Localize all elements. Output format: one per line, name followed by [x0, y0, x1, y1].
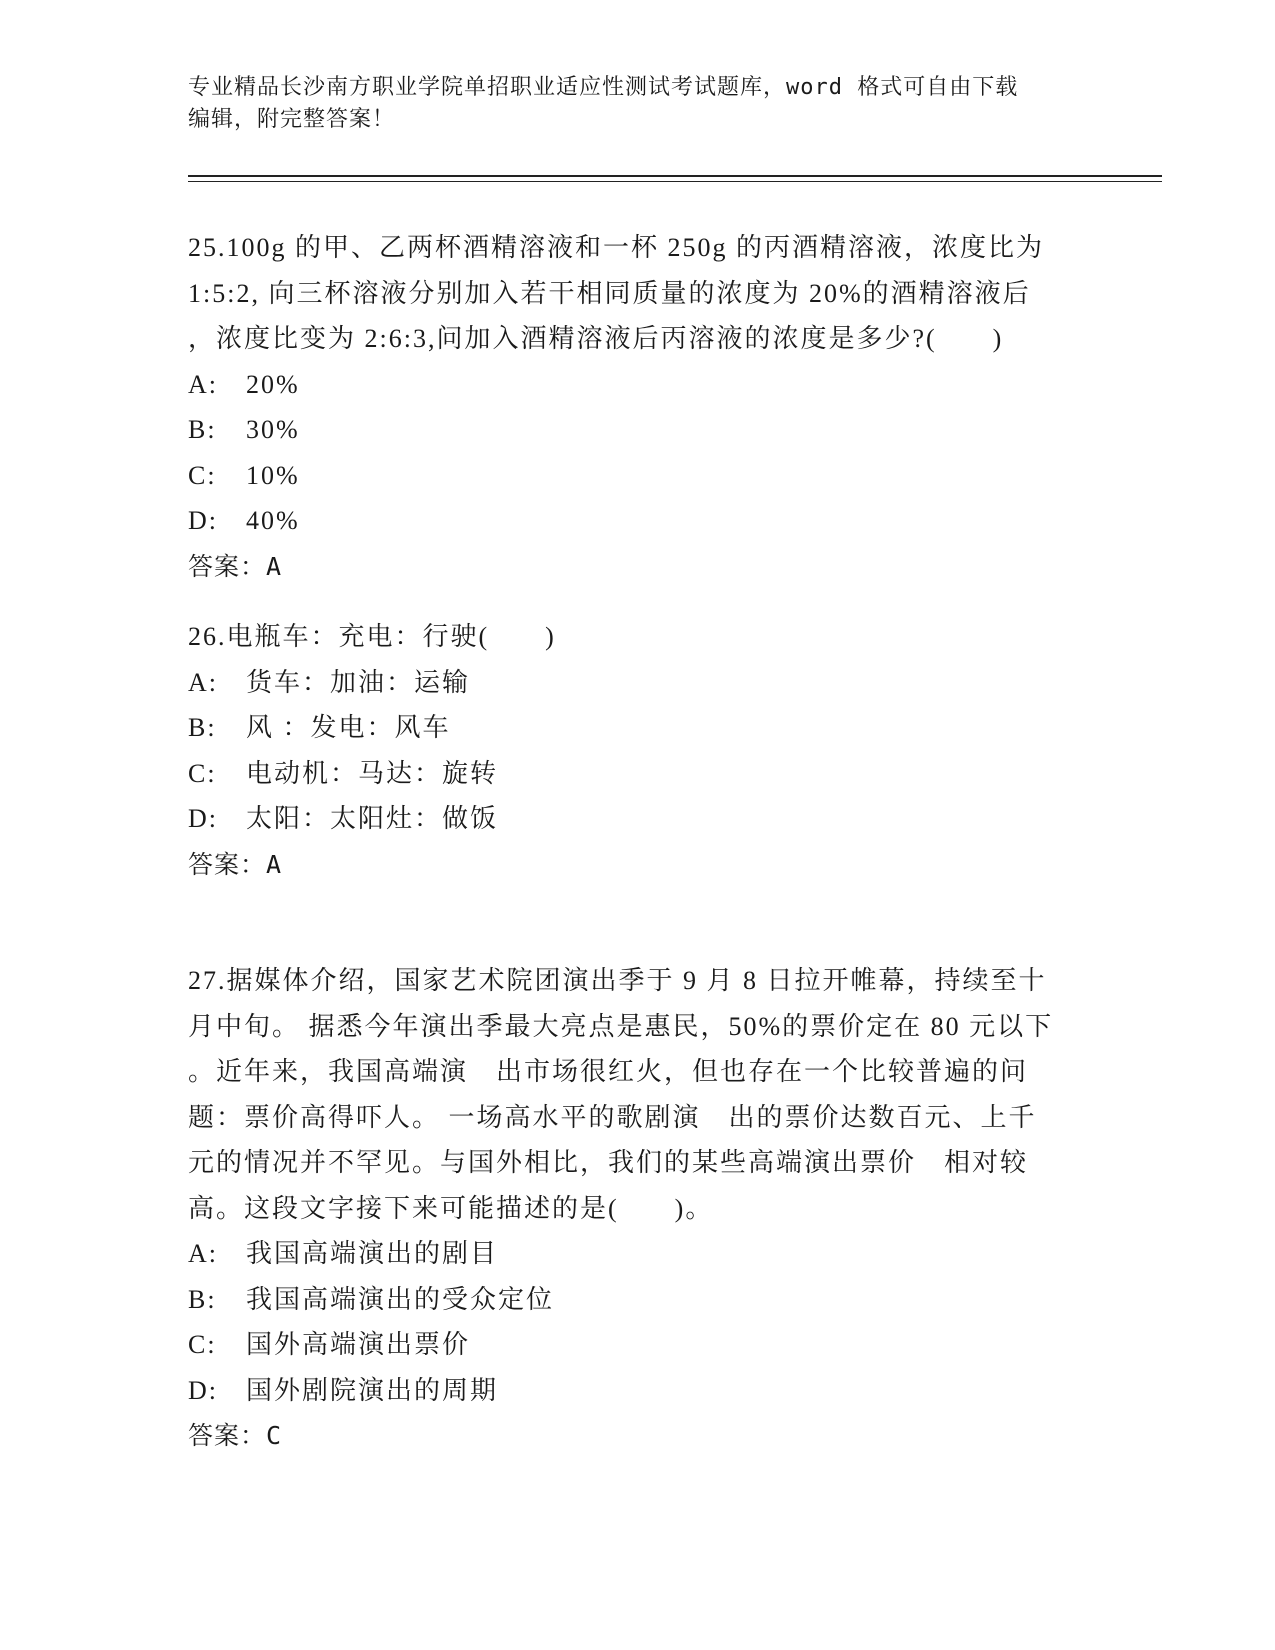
option-b	[188, 705, 1088, 751]
option-text: 20%	[246, 369, 300, 399]
option-b	[188, 1277, 1088, 1323]
option-text: 国外剧院演出的周期	[246, 1375, 499, 1405]
stem-line: 26.电瓶车：充电：行驶( )	[188, 622, 556, 651]
option-c	[188, 751, 1088, 797]
answer-line: 答案：A	[188, 849, 283, 879]
header-divider-thick	[188, 175, 1162, 177]
question-26	[188, 614, 1088, 887]
option-d	[188, 796, 1088, 842]
option-a	[188, 362, 1088, 408]
option-letter: A:	[188, 1239, 218, 1268]
option-letter: D:	[188, 1375, 218, 1405]
option-b	[188, 407, 1088, 453]
option-letter: B:	[188, 415, 217, 444]
option-d	[188, 498, 1088, 544]
stem-line: 高。这段文字接下来可能描述的是( )。	[188, 1193, 714, 1223]
option-d	[188, 1368, 1088, 1414]
stem-line: 25.100g 的甲、乙两杯酒精溶液和一杯 250g 的丙酒精溶液，浓度比为	[188, 233, 1045, 262]
option-a	[188, 660, 1088, 706]
option-text: 40%	[246, 506, 300, 535]
option-text: 太阳：太阳灶：做饭	[246, 804, 499, 833]
header-divider-thin	[188, 181, 1162, 182]
option-letter: C:	[188, 758, 217, 788]
header-line-2: 编辑，附完整答案！	[188, 107, 396, 132]
option-letter: C:	[188, 1330, 217, 1359]
option-text: 电动机：马达：旋转	[246, 758, 499, 788]
option-letter: C:	[188, 460, 217, 490]
option-text: 10%	[246, 460, 300, 490]
option-letter: B:	[188, 1284, 217, 1314]
stem-line: 。近年来，我国高端演 出市场很红火，但也存在一个比较普遍的问	[188, 1057, 1029, 1086]
option-text: 货车：加油：运输	[246, 667, 471, 697]
option-text: 我国高端演出的受众定位	[246, 1284, 555, 1314]
option-letter: D:	[188, 506, 218, 535]
stem-line: 月中旬。 据悉今年演出季最大亮点是惠民，50%的票价定在 80 元以下	[188, 1011, 1054, 1041]
answer-line: 答案：A	[188, 551, 283, 581]
answer-line: 答案：C	[188, 1421, 283, 1450]
stem-line: 1:5:2, 向三杯溶液分别加入若干相同质量的浓度为 20%的酒精溶液后	[188, 278, 1031, 308]
option-text: 国外高端演出票价	[246, 1330, 471, 1359]
stem-line: 27.据媒体介绍，国家艺术院团演出季于 9 月 8 日拉开帷幕，持续至十	[188, 966, 1047, 995]
option-text: 我国高端演出的剧目	[246, 1239, 499, 1268]
option-letter: A:	[188, 369, 218, 399]
stem-line: 题：票价高得吓人。 一场高水平的歌剧演 出的票价达数百元、上千	[188, 1102, 1037, 1132]
header-line-1: 专业精品长沙南方职业学院单招职业适应性测试考试题库，word 格式可自由下载	[188, 75, 1019, 100]
document-header	[188, 72, 1068, 136]
question-stem	[188, 225, 1088, 362]
stem-line: ，浓度比变为 2:6:3,问加入酒精溶液后丙溶液的浓度是多少?( )	[188, 324, 1004, 353]
option-text: 风 ：发电：风车	[246, 713, 451, 742]
question-stem	[188, 958, 1088, 1231]
question-25	[188, 225, 1088, 589]
question-27	[188, 958, 1088, 1459]
option-letter: A:	[188, 667, 218, 697]
option-c	[188, 453, 1088, 499]
stem-line: 元的情况并不罕见。与国外相比，我们的某些高端演出票价 相对较	[188, 1148, 1029, 1177]
question-stem	[188, 614, 1088, 660]
option-text: 30%	[246, 415, 300, 444]
option-letter: B:	[188, 713, 217, 742]
option-a	[188, 1231, 1088, 1277]
option-c	[188, 1322, 1088, 1368]
option-letter: D:	[188, 804, 218, 833]
